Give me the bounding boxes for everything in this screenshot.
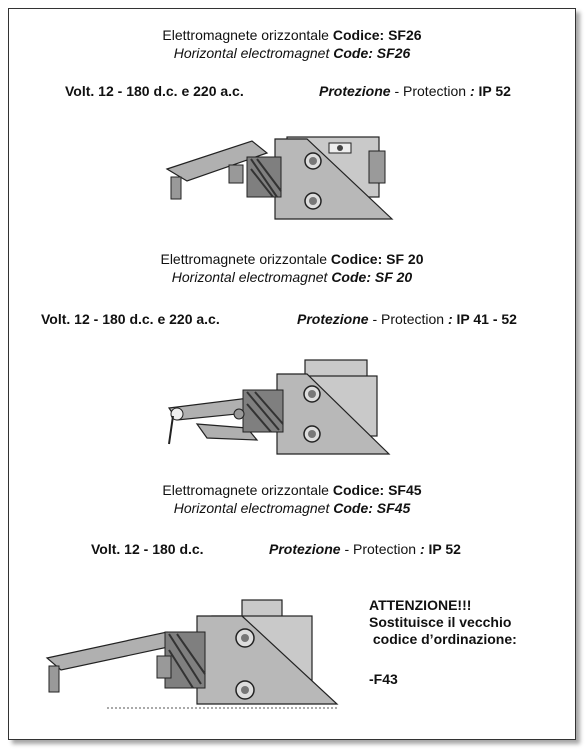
notice-title: ATTENZIONE!!! — [369, 597, 472, 613]
section1-title-it: Elettromagnete orizzontale Codice: SF26 — [162, 27, 422, 43]
section3-protection: Protezione - Protection : IP 52 — [269, 541, 461, 557]
section3-title-it: Elettromagnete orizzontale Codice: SF45 — [162, 482, 422, 498]
section3-title-en: Horizontal electromagnet Code: SF45 — [173, 500, 411, 516]
section2-protection: Protezione - Protection : IP 41 - 52 — [297, 311, 517, 327]
catalog-page — [8, 8, 576, 740]
section1-voltage: Volt. 12 - 180 d.c. e 220 a.c. — [65, 83, 244, 99]
electromagnet-sf20-image — [157, 354, 397, 469]
notice-line1: Sostituisce il vecchio — [369, 614, 512, 630]
section1-protection: Protezione - Protection : IP 52 — [319, 83, 511, 99]
notice-line2: codice d’ordinazione: — [369, 631, 517, 647]
section1-title-en: Horizontal electromagnet Code: SF26 — [173, 45, 411, 61]
section2-voltage: Volt. 12 - 180 d.c. e 220 a.c. — [41, 311, 220, 327]
electromagnet-sf26-image — [157, 129, 397, 229]
section2-title-it: Elettromagnete orizzontale Codice: SF 20 — [160, 251, 424, 267]
electromagnet-sf45-image — [37, 594, 347, 719]
section2-title-en: Horizontal electromagnet Code: SF 20 — [171, 269, 413, 285]
section3-voltage: Volt. 12 - 180 d.c. — [91, 541, 204, 557]
notice-old-code: -F43 — [369, 671, 398, 687]
